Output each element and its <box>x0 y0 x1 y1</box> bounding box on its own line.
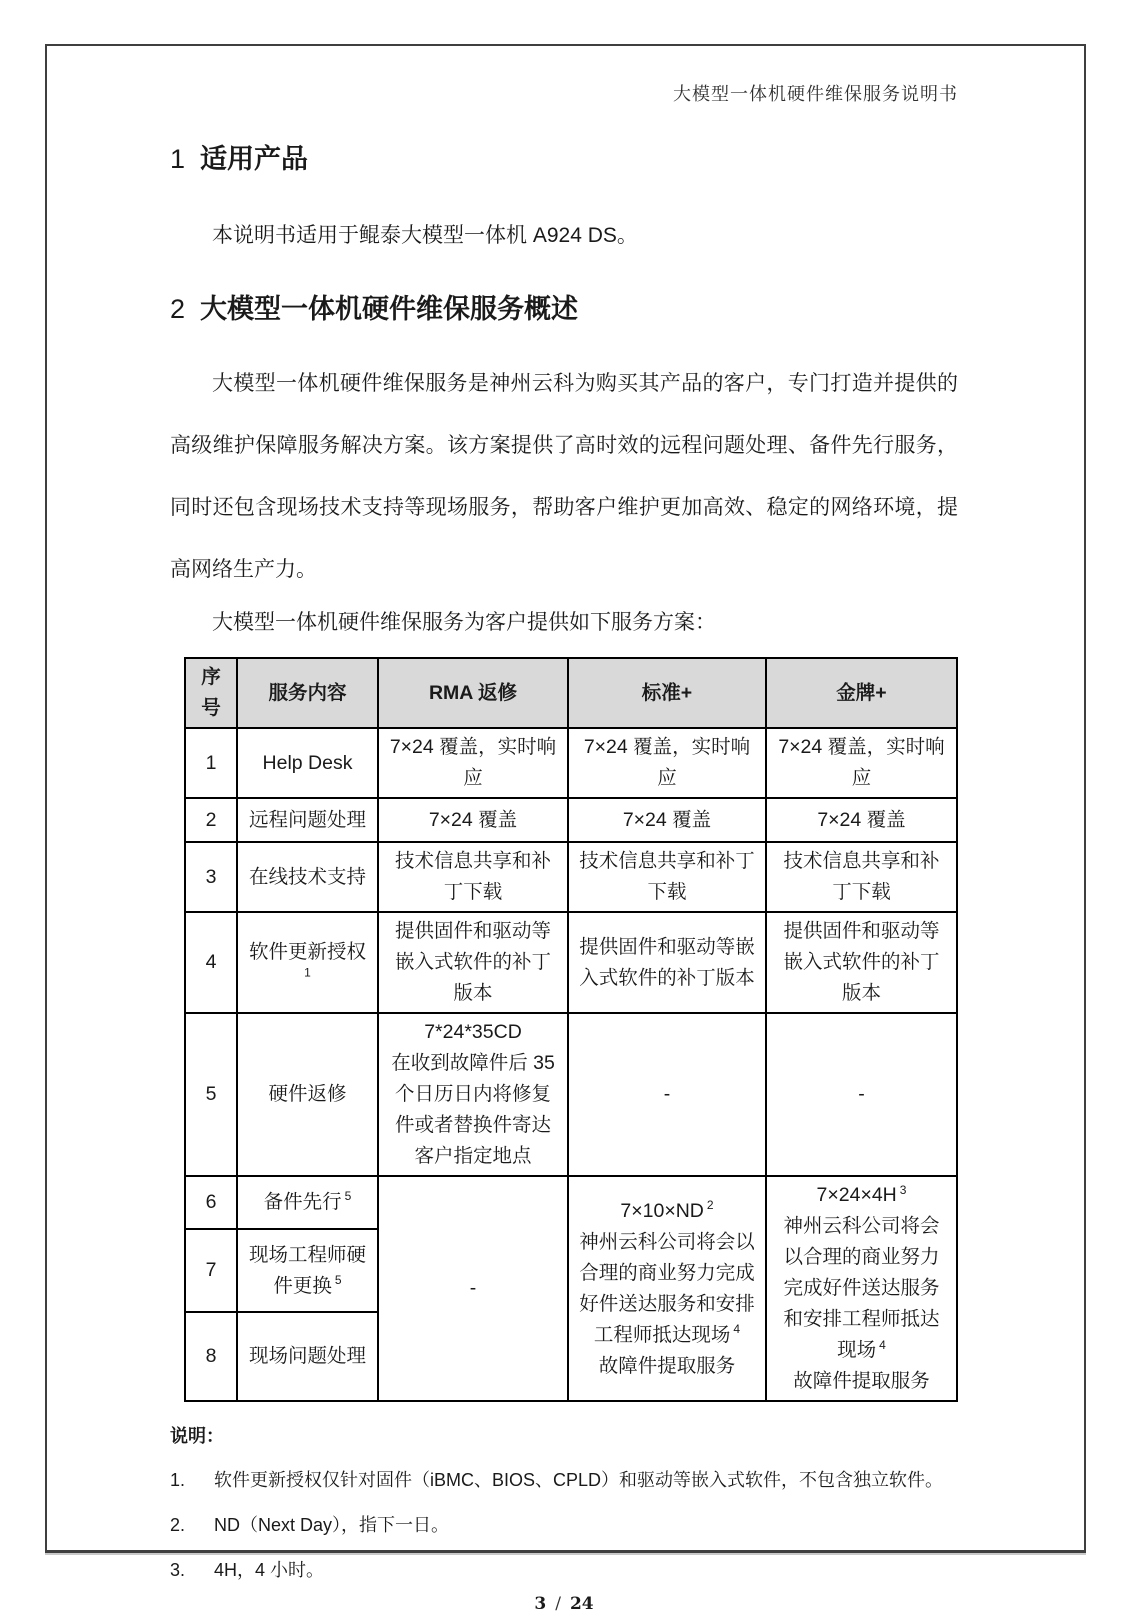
cell-no: 8 <box>185 1312 237 1401</box>
cell-standard: 提供固件和驱动等嵌入式软件的补丁版本 <box>568 912 766 1013</box>
note-number: 2. <box>170 1515 186 1535</box>
table-row <box>185 728 957 798</box>
cell-standard: 7×24 覆盖，实时响应 <box>568 728 766 798</box>
service-footnote-marker: 5 <box>334 1273 342 1288</box>
section-2-number: 2 <box>170 294 186 324</box>
cell-gold: - <box>766 1013 957 1176</box>
cell-service: 远程问题处理 <box>237 798 378 842</box>
page-number <box>170 1593 958 1615</box>
cell-rma: 提供固件和驱动等嵌入式软件的补丁版本 <box>378 912 568 1013</box>
gold-sla: 7×24×4H $^3$ <box>816 1182 907 1206</box>
section-1-title: 适用产品 <box>200 144 309 174</box>
running-header: 大模型一体机硬件维保服务说明书 <box>673 84 958 105</box>
section-1-paragraph: 本说明书适用于鲲泰大模型一体机 A924 DS。 <box>212 224 638 247</box>
col-header-service: 服务内容 <box>237 658 378 728</box>
cell-service: 在线技术支持 <box>237 842 378 912</box>
note-item <box>170 1467 958 1493</box>
col-header-standard-plus: 标准+ <box>568 658 766 728</box>
cell-gold: 技术信息共享和补丁下载 <box>766 842 957 912</box>
service-label: 软件更新授权 <box>248 941 366 963</box>
current-page: 3 <box>534 1594 547 1614</box>
cell-service: 硬件返修 <box>237 1013 378 1176</box>
note-text: ND（Next Day），指下一日。 <box>214 1515 450 1535</box>
service-plan-table <box>184 657 958 1402</box>
cell-gold-merged <box>766 1176 957 1401</box>
cell-no: 2 <box>185 798 237 842</box>
cell-service: 现场问题处理 <box>237 1312 378 1401</box>
cell-rma: 7×24 覆盖 <box>378 798 568 842</box>
cell-rma-merged: - <box>378 1176 568 1401</box>
gold-desc-tail: 故障件提取服务 <box>793 1370 930 1392</box>
note-number: 3. <box>170 1560 186 1580</box>
service-footnote-marker: 5 <box>344 1189 352 1204</box>
page-separator: / <box>555 1594 561 1614</box>
note-text: 4H，4 小时。 <box>214 1560 325 1580</box>
table-row <box>185 1176 957 1229</box>
standard-desc-tail: 故障件提取服务 <box>598 1354 736 1377</box>
gold-desc: 神州云科公司将会以合理的商业努力完成好件送达服务和安排工程师抵达现场 $^4$ <box>783 1215 940 1361</box>
cell-rma: 7×24 覆盖，实时响应 <box>378 728 568 798</box>
standard-sla: 7×10×ND $^2$ <box>620 1198 714 1222</box>
notes-title: 说明： <box>170 1426 224 1446</box>
section-2-title: 大模型一体机硬件维保服务概述 <box>200 294 579 324</box>
table-header-row <box>185 658 957 728</box>
note-item <box>170 1512 958 1538</box>
cell-no: 1 <box>185 728 237 798</box>
section-2-lead-in: 大模型一体机硬件维保服务为客户提供如下服务方案： <box>212 611 716 634</box>
table-row <box>185 1013 957 1176</box>
standard-desc: 神州云科公司将会以合理的商业努力完成好件送达服务和安排工程师抵达现场 $^4$ <box>579 1230 755 1346</box>
cell-service: Help Desk <box>237 728 378 798</box>
rma-sla-line: 7*24*35CD <box>424 1021 522 1043</box>
cell-standard: 技术信息共享和补丁下载 <box>568 842 766 912</box>
cell-no: 7 <box>185 1229 237 1313</box>
section-2-paragraph: 大模型一体机硬件维保服务是神州云科为购买其产品的客户，专门打造并提供的高级维护保障服务解决方案。该方案提供了高时效的远程问题处理、备件先行服务，同时还包含现场技术支持等现场服务，帮助客户维护更加高效、稳定的网络环境，提高网络生产力。 <box>170 372 958 581</box>
table-row <box>185 912 957 1013</box>
total-pages: 24 <box>569 1594 594 1614</box>
cell-no: 6 <box>185 1176 237 1229</box>
cell-rma <box>378 1013 568 1176</box>
rma-sla-detail: 在收到故障件后 35 个日历日内将修复件或者替换件寄达客户指定地点 <box>391 1052 555 1167</box>
cell-no: 3 <box>185 842 237 912</box>
col-header-index: 序号 <box>185 658 237 728</box>
table-row <box>185 842 957 912</box>
document-page <box>45 44 1086 1614</box>
cell-service: 现场工程师硬件更换 $^5$ <box>237 1229 378 1313</box>
col-header-rma: RMA 返修 <box>378 658 568 728</box>
notes-section <box>170 1424 958 1583</box>
section-1-heading <box>170 144 958 174</box>
cell-service: 备件先行 $^5$ <box>237 1176 378 1229</box>
note-item <box>170 1557 958 1583</box>
cell-gold: 7×24 覆盖，实时响应 <box>766 728 957 798</box>
cell-no: 4 <box>185 912 237 1013</box>
cell-gold: 提供固件和驱动等嵌入式软件的补丁版本 <box>766 912 957 1013</box>
col-header-gold-plus: 金牌+ <box>766 658 957 728</box>
section-2-heading <box>170 294 958 324</box>
cell-rma: 技术信息共享和补丁下载 <box>378 842 568 912</box>
service-footnote-marker: 1 <box>304 965 311 980</box>
note-text: 软件更新授权仅针对固件（iBMC、BIOS、CPLD）和驱动等嵌入式软件，不包含独立软件。 <box>214 1470 944 1490</box>
cell-service <box>237 912 378 1013</box>
cell-no: 5 <box>185 1013 237 1176</box>
section-1-number: 1 <box>170 144 186 174</box>
cell-standard: - <box>568 1013 766 1176</box>
cell-standard: 7×24 覆盖 <box>568 798 766 842</box>
table-row <box>185 798 957 842</box>
note-number: 1. <box>170 1470 186 1490</box>
cell-standard-merged <box>568 1176 766 1401</box>
cell-gold: 7×24 覆盖 <box>766 798 957 842</box>
